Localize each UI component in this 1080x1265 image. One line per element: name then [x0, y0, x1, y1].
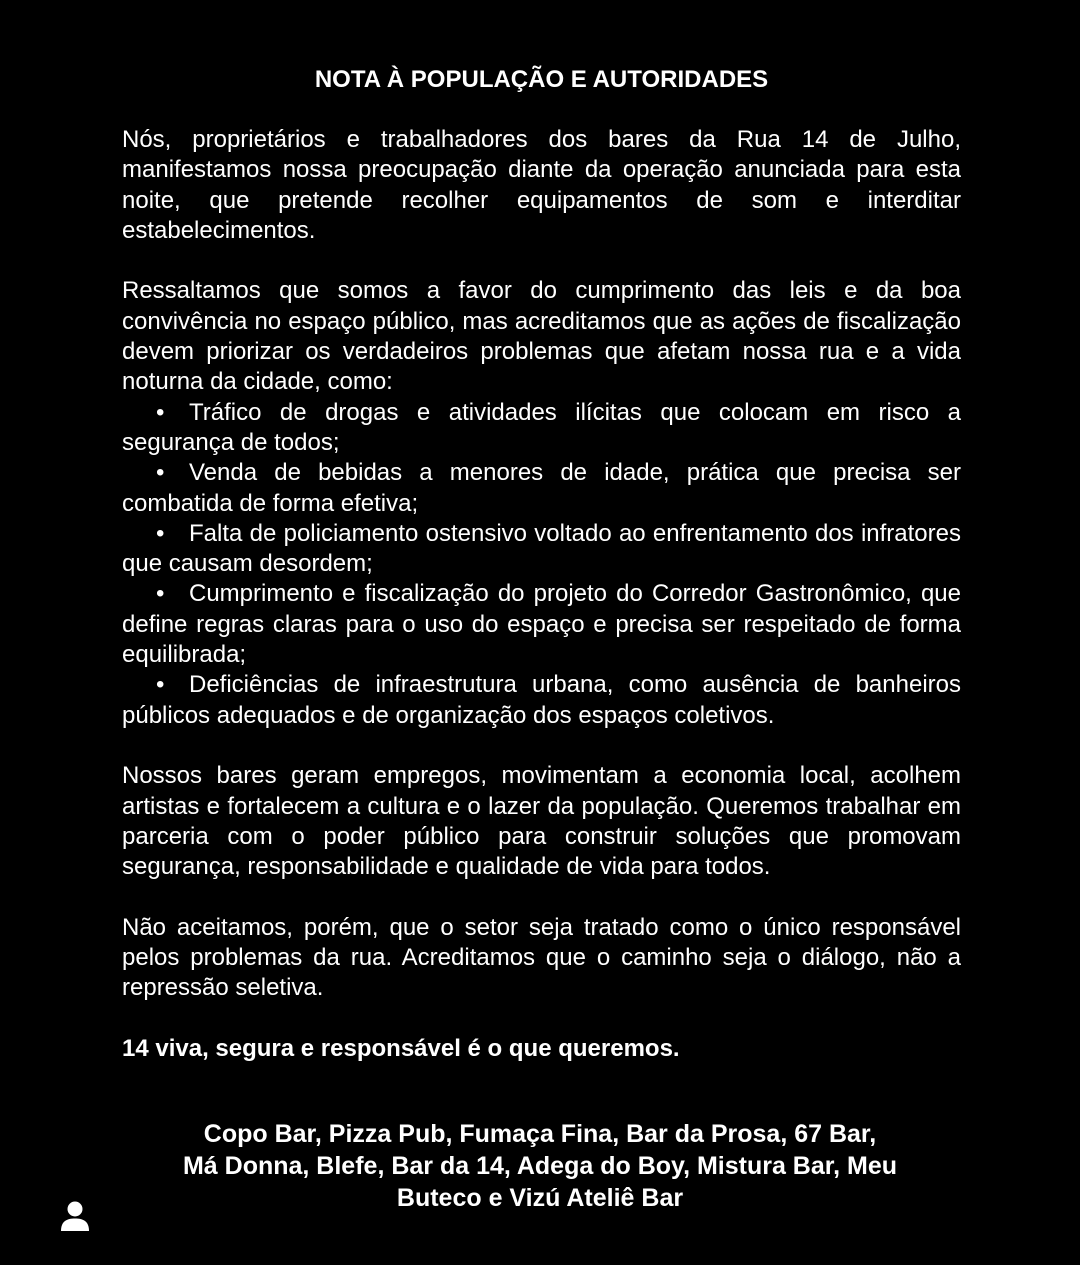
list-item — [122, 670, 961, 731]
signature-line: Má Donna, Blefe, Bar da 14, Adega do Boy, Mistura Bar, Meu — [182, 1152, 898, 1180]
signature-line: Copo Bar, Pizza Pub, Fumaça Fina, Bar da Prosa, 67 Bar, — [203, 1120, 877, 1148]
closing-statement: 14 viva, segura e responsável é o que queremos. — [122, 1034, 680, 1062]
bullet-icon: • — [156, 580, 165, 608]
bullet-icon: • — [156, 519, 165, 547]
list-item — [122, 579, 961, 670]
note-title: NOTA À POPULAÇÃO E AUTORIDADES — [314, 66, 769, 93]
list-item-text: Tráfico de drogas e atividades ilícitas que colocam em risco a segurança de todos; — [122, 398, 961, 456]
jobs-paragraph: Nossos bares geram empregos, movimentam a economia local, acolhem artistas e fortalecem a cultura e o lazer da população. Queremos trabalhar em parceria com o poder público para construir soluções que promovam segurança, responsabilidade e qualidade de vida para todos. — [122, 762, 961, 881]
list-item-text: Venda de bebidas a menores de idade, prática que precisa ser combatida de forma efetiva; — [122, 459, 961, 517]
signature-line: Buteco e Vizú Ateliê Bar — [396, 1184, 684, 1212]
bullet-icon: • — [156, 671, 165, 699]
signatures-block — [0, 1118, 1080, 1214]
note-body — [122, 125, 961, 1095]
list-item-text: Deficiências de infraestrutura urbana, como ausência de banheiros públicos adequados e de organização dos espaços coletivos. — [122, 671, 961, 729]
list-item — [122, 519, 961, 580]
list-item-text: Falta de policiamento ostensivo voltado ao enfrentamento dos infratores que causam desordem; — [122, 519, 961, 578]
person-icon — [58, 1199, 92, 1233]
list-item — [122, 398, 961, 459]
emphasis-paragraph: Ressaltamos que somos a favor do cumprimento das leis e da boa convivência no espaço público, mas acreditamos que as ações de fiscalização devem priorizar os verdadeiros problemas que afetam nossa rua e a vida noturna da cidade, como: — [122, 277, 961, 396]
list-item-text: Cumprimento e fiscalização do projeto do Corredor Gastronômico, que define regras claras para o uso do espaço e precisa ser respeitado de forma equilibrada; — [122, 580, 961, 669]
rejection-paragraph: Não aceitamos, porém, que o setor seja tratado como o único responsável pelos problemas da rua. Acreditamos que o caminho seja o diálogo, não a repressão seletiva. — [122, 913, 961, 1002]
list-item — [122, 458, 961, 519]
problems-list — [122, 398, 961, 731]
bullet-icon: • — [156, 398, 165, 426]
bullet-icon: • — [156, 459, 165, 487]
intro-paragraph: Nós, proprietários e trabalhadores dos bares da Rua 14 de Julho, manifestamos nossa preocupação diante da operação anunciada para esta noite, que pretende recolher equipamentos de som e interditar estabelecimentos. — [122, 126, 961, 244]
user-avatar-icon[interactable] — [58, 1199, 92, 1233]
